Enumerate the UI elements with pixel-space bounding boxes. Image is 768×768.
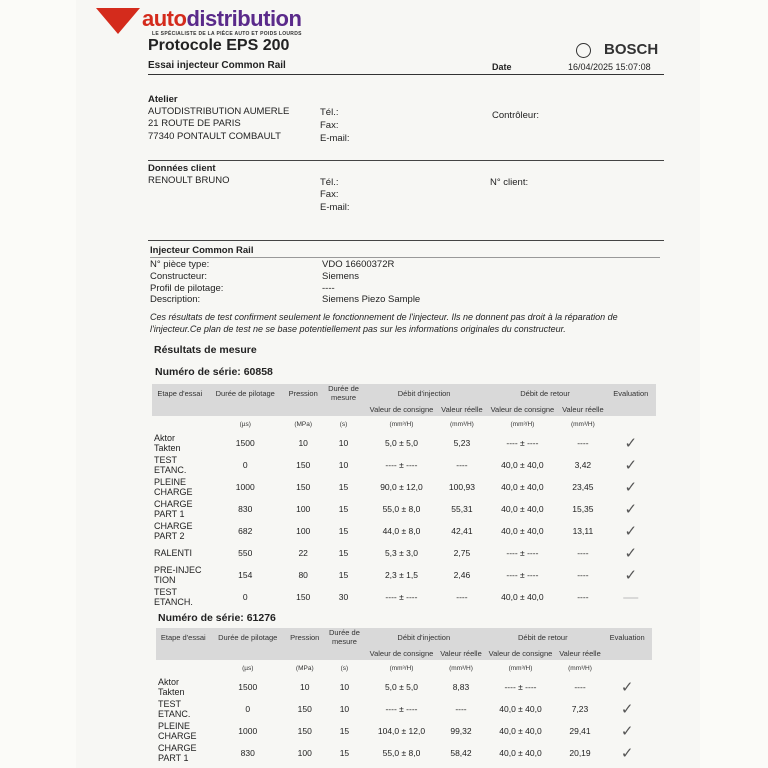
page-title: Protocole EPS 200 [148, 37, 290, 54]
injection-consigne: ---- ± ---- [385, 460, 418, 470]
pression-value: 10 [300, 682, 310, 692]
retour-reelle: 23,45 [572, 482, 594, 492]
atelier-tel: Tél.: [320, 107, 339, 118]
col-subheader-consigne: Valeur de consigne [490, 404, 555, 414]
retour-reelle: ---- [577, 570, 589, 580]
col-subheader-blank [325, 646, 365, 660]
injection-reelle: ---- [456, 592, 468, 602]
injection-consigne: 5,0 ± 5,0 [384, 682, 418, 692]
unit-s: (s) [339, 420, 348, 428]
table-row [152, 454, 656, 476]
piece-type-value: VDO 16600372R [322, 259, 395, 270]
description-label: Description: [150, 294, 201, 305]
injection-reelle: 58,42 [450, 748, 472, 758]
evaluation-check-icon: ✓ [624, 523, 638, 540]
table-row [152, 520, 656, 542]
unit-mm3: (mm³/H) [510, 420, 535, 428]
unit-mpa: (MPa) [294, 420, 313, 428]
disclaimer-note: Ces résultats de test confirment seulement le fonctionnement de l'injecteur. Ils ne donnent pas droit à la réparation de l'injecteur.Ce plan de test ne se base potentiellement pas sur les informations originales du constructeur. [150, 312, 618, 334]
col-header-debit-retour: Débit de retour [517, 632, 568, 642]
injection-reelle: 2,75 [453, 548, 471, 558]
retour-consigne: 40,0 ± 40,0 [499, 704, 542, 714]
table-row [152, 564, 656, 586]
duree-value: 830 [240, 748, 255, 758]
bosch-logo-icon [576, 43, 591, 58]
unit-mm3: (mm³/H) [389, 664, 414, 672]
col-subheader-reelle: Valeur réelle [440, 648, 482, 658]
pression-value: 150 [297, 726, 312, 736]
table-row [156, 742, 652, 764]
pression-value: 150 [296, 460, 311, 470]
injecteur-rule [150, 257, 660, 258]
description-value: Siemens Piezo Sample [322, 294, 421, 305]
pression-value: 10 [298, 438, 308, 448]
injection-consigne: 44,0 ± 8,0 [382, 526, 421, 536]
injection-reelle: ---- [455, 704, 467, 714]
retour-consigne: ---- ± ---- [506, 438, 539, 448]
mesure-value: 10 [339, 682, 350, 692]
unit-blank [156, 660, 211, 676]
pression-value: 22 [298, 548, 308, 558]
col-header-evaluation: Evaluation [613, 388, 649, 398]
retour-reelle: ---- [577, 592, 589, 602]
mesure-value: 15 [339, 726, 350, 736]
evaluation-check-icon: ✓ [624, 567, 638, 584]
duree-value: 0 [242, 592, 248, 602]
unit-blank [152, 416, 207, 432]
table-row [156, 698, 652, 720]
mesure-value: 10 [339, 704, 350, 714]
duree-value: 0 [245, 704, 251, 714]
mesure-value: 10 [338, 460, 349, 470]
profil-value: ---- [322, 283, 335, 294]
mesure-value: 15 [339, 748, 350, 758]
injecteur-heading: Injecteur Common Rail [150, 245, 254, 256]
table-row [152, 476, 656, 498]
stage-name: TEST ETANCH. [154, 587, 193, 607]
atelier-city: 77340 PONTAULT COMBAULT [148, 131, 281, 142]
evaluation-check-icon: ✓ [620, 723, 634, 740]
evaluation-check-icon: ✓ [620, 701, 634, 718]
duree-value: 682 [238, 526, 253, 536]
duree-value: 1000 [235, 482, 255, 492]
col-subheader-blank [323, 402, 363, 416]
injection-reelle: 2,46 [453, 570, 471, 580]
unit-us: (µs) [242, 664, 254, 672]
client-divider [148, 240, 664, 241]
evaluation-check-icon: ✓ [624, 457, 638, 474]
injection-reelle: 8,83 [452, 682, 470, 692]
duree-value: 550 [238, 548, 253, 558]
pression-value: 80 [298, 570, 308, 580]
client-heading: Données client [148, 163, 216, 174]
results-table-61276 [156, 628, 652, 764]
col-subheader-blank [207, 402, 283, 416]
retour-consigne: ---- ± ---- [506, 548, 539, 558]
atelier-heading: Atelier [148, 94, 178, 105]
client-name: RENOULT BRUNO [148, 175, 230, 186]
injection-reelle: 55,31 [451, 504, 473, 514]
unit-us: (µs) [239, 420, 251, 428]
stage-name: RALENTI [154, 548, 193, 558]
mesure-value: 15 [338, 548, 349, 558]
col-header-debit-injection: Débit d'injection [397, 388, 451, 398]
unit-mpa: (MPa) [295, 664, 314, 672]
injection-consigne: 104,0 ± 12,0 [377, 726, 426, 736]
evaluation-check-icon: ✓ [624, 479, 638, 496]
client-number-label: N° client: [490, 177, 529, 188]
retour-reelle: 7,23 [571, 704, 589, 714]
col-header-duree: Durée de pilotage [215, 388, 275, 398]
stage-name: CHARGE PART 1 [154, 499, 193, 519]
col-subheader-blank [285, 646, 325, 660]
client-email: E-mail: [320, 202, 350, 213]
stage-name: PRE-INJEC TION [154, 565, 202, 585]
unit-blank [606, 416, 656, 432]
pression-value: 100 [296, 504, 311, 514]
unit-mm3: (mm³/H) [450, 420, 474, 428]
unit-mm3: (mm³/H) [568, 664, 592, 672]
retour-reelle: 29,41 [569, 726, 591, 736]
col-subheader-consigne: Valeur de consigne [369, 404, 434, 414]
table-row [152, 586, 656, 608]
piece-type-label: N° pièce type: [150, 259, 210, 270]
duree-value: 1500 [235, 438, 255, 448]
retour-reelle: ---- [577, 438, 589, 448]
injection-consigne: 90,0 ± 12,0 [380, 482, 423, 492]
retour-reelle: 15,35 [572, 504, 594, 514]
injection-reelle: 100,93 [448, 482, 475, 492]
duree-value: 154 [238, 570, 253, 580]
atelier-email: E-mail: [320, 133, 350, 144]
col-header-duree-mesure: Durée de mesure [329, 628, 360, 646]
mesure-value: 15 [338, 570, 349, 580]
retour-consigne: 40,0 ± 40,0 [501, 592, 544, 602]
unit-mm3: (mm³/H) [449, 664, 473, 672]
col-subheader-blank [156, 646, 211, 660]
col-subheader-blank [606, 402, 656, 416]
mesure-value: 30 [338, 592, 349, 602]
profil-label: Profil de pilotage: [150, 283, 224, 294]
retour-reelle: 20,19 [569, 748, 591, 758]
col-header-pression: Pression [290, 632, 320, 642]
retour-consigne: 40,0 ± 40,0 [501, 460, 544, 470]
duree-value: 1000 [238, 726, 258, 736]
stage-name: PLEINE CHARGE [158, 721, 197, 741]
retour-consigne: 40,0 ± 40,0 [499, 726, 542, 736]
injection-consigne: 5,0 ± 5,0 [384, 438, 418, 448]
col-subheader-blank [283, 402, 323, 416]
mesure-value: 15 [338, 482, 349, 492]
mesure-value: 10 [338, 438, 349, 448]
pression-value: 100 [296, 526, 311, 536]
duree-value: 0 [242, 460, 248, 470]
logo-text: autodistribution [142, 6, 302, 31]
constructeur-value: Siemens [322, 271, 359, 282]
col-subheader-reelle: Valeur réelle [562, 404, 604, 414]
retour-reelle: ---- [577, 548, 589, 558]
results-table-60858 [152, 384, 656, 608]
bosch-brand: BOSCH [604, 41, 659, 58]
injection-consigne: 2,3 ± 1,5 [384, 570, 418, 580]
col-header-evaluation: Evaluation [609, 632, 645, 642]
atelier-fax: Fax: [320, 120, 339, 131]
unit-mm3: (mm³/H) [570, 420, 595, 428]
retour-consigne: 40,0 ± 40,0 [501, 526, 544, 536]
col-subheader-blank [152, 402, 207, 416]
stage-name: TEST ETANC. [158, 699, 191, 719]
stage-name: CHARGE PART 2 [154, 521, 193, 541]
unit-blank [602, 660, 652, 676]
retour-consigne: ---- ± ---- [504, 682, 537, 692]
mesure-value: 15 [338, 504, 349, 514]
retour-consigne: 40,0 ± 40,0 [501, 504, 544, 514]
retour-reelle: ---- [574, 682, 586, 692]
col-header-duree: Durée de pilotage [218, 632, 278, 642]
results-heading: Résultats de mesure [154, 344, 257, 356]
pression-value: 150 [297, 704, 312, 714]
serial-number-1: Numéro de série: 60858 [155, 366, 273, 378]
stage-name: PLEINE CHARGE [154, 477, 193, 497]
duree-value: 1500 [238, 682, 258, 692]
unit-s: (s) [340, 664, 349, 672]
serial-number-2: Numéro de série: 61276 [158, 612, 276, 624]
col-subheader-reelle: Valeur réelle [441, 404, 483, 414]
injection-reelle: ---- [456, 460, 468, 470]
pression-value: 150 [296, 482, 311, 492]
atelier-divider [148, 160, 664, 161]
col-header-duree-mesure: Durée de mesure [328, 384, 359, 402]
table-row [156, 720, 652, 742]
col-header-pression: Pression [288, 388, 318, 398]
col-header-debit-injection: Débit d'injection [397, 632, 451, 642]
col-subheader-reelle: Valeur réelle [559, 648, 601, 658]
injection-consigne: 5,3 ± 3,0 [384, 548, 418, 558]
injection-reelle: 42,41 [451, 526, 473, 536]
injection-consigne: ---- ± ---- [385, 704, 418, 714]
injection-reelle: 99,32 [450, 726, 472, 736]
logo-triangle-icon [96, 8, 140, 34]
unit-mm3: (mm³/H) [508, 664, 533, 672]
col-header-debit-retour: Débit de retour [520, 388, 570, 398]
col-subheader-consigne: Valeur de consigne [369, 648, 434, 658]
retour-reelle: 13,11 [572, 526, 594, 536]
date-label: Date [492, 62, 512, 72]
pression-value: 100 [297, 748, 312, 758]
table-row [156, 676, 652, 698]
col-subheader-consigne: Valeur de consigne [488, 648, 553, 658]
injection-consigne: ---- ± ---- [385, 592, 418, 602]
evaluation-check-icon: — [623, 588, 639, 606]
title-divider [148, 74, 664, 75]
table-row [152, 498, 656, 520]
stage-name: Aktor Takten [154, 433, 181, 453]
stage-name: CHARGE PART 1 [158, 743, 197, 763]
retour-consigne: 40,0 ± 40,0 [501, 482, 544, 492]
injection-consigne: 55,0 ± 8,0 [382, 504, 421, 514]
atelier-name: AUTODISTRIBUTION AUMERLE [148, 106, 290, 117]
date-value: 16/04/2025 15:07:08 [568, 62, 651, 72]
controleur-label: Contrôleur: [492, 110, 539, 121]
atelier-street: 21 ROUTE DE PARIS [148, 118, 241, 129]
evaluation-check-icon: ✓ [624, 545, 638, 562]
stage-name: TEST ETANC. [154, 455, 187, 475]
logo-tagline: LE SPÉCIALISTE DE LA PIÈCE AUTO ET POIDS LOURDS [152, 31, 302, 37]
table-row [152, 432, 656, 454]
table-row [152, 542, 656, 564]
pression-value: 150 [296, 592, 311, 602]
col-header-etape: Etape d'essai [160, 632, 206, 642]
duree-value: 830 [238, 504, 253, 514]
col-subheader-blank [211, 646, 285, 660]
client-fax: Fax: [320, 189, 339, 200]
retour-reelle: 3,42 [574, 460, 592, 470]
injection-consigne: 55,0 ± 8,0 [382, 748, 421, 758]
col-subheader-blank [602, 646, 652, 660]
evaluation-check-icon: ✓ [624, 435, 638, 452]
evaluation-check-icon: ✓ [620, 679, 634, 696]
stage-name: Aktor Takten [158, 677, 185, 697]
evaluation-check-icon: ✓ [624, 501, 638, 518]
evaluation-check-icon: ✓ [620, 745, 634, 762]
injection-reelle: 5,23 [453, 438, 471, 448]
mesure-value: 15 [338, 526, 349, 536]
retour-consigne: ---- ± ---- [506, 570, 539, 580]
retour-consigne: 40,0 ± 40,0 [499, 748, 542, 758]
constructeur-label: Constructeur: [150, 271, 208, 282]
page-subtitle: Essai injecteur Common Rail [148, 60, 286, 71]
col-header-etape: Etape d'essai [157, 388, 203, 398]
client-tel: Tél.: [320, 177, 339, 188]
unit-mm3: (mm³/H) [389, 420, 414, 428]
